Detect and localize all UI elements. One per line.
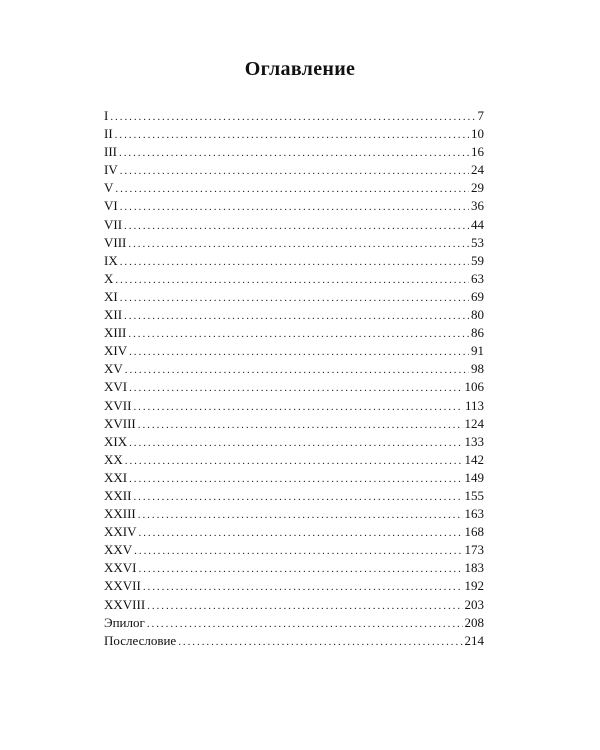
- toc-dot-leader: [133, 398, 463, 415]
- toc-entry: [104, 107, 484, 125]
- toc-entry: [104, 596, 484, 614]
- toc-entry: [104, 125, 484, 143]
- toc-entry-label: V: [104, 180, 114, 196]
- toc-entry: [104, 415, 484, 433]
- toc-entry-label: IV: [104, 162, 118, 178]
- toc-entry-label: Послесловие: [104, 632, 177, 648]
- toc-entry-page-number: 80: [471, 307, 484, 323]
- toc-entry-page-number: 192: [464, 578, 484, 594]
- toc-entry-label: III: [104, 144, 117, 160]
- toc-entry-label: XVI: [104, 379, 128, 395]
- toc-dot-leader: [178, 633, 462, 650]
- toc-dot-leader: [138, 416, 463, 433]
- toc-entry-page-number: 113: [464, 397, 484, 413]
- toc-dot-leader: [120, 198, 469, 215]
- toc-dot-leader: [119, 144, 469, 161]
- toc-entry-page-number: 7: [477, 108, 484, 123]
- toc-entry-label: VI: [104, 198, 118, 214]
- toc-entry-label: XII: [104, 307, 123, 323]
- toc-entry-label: XV: [104, 361, 123, 377]
- toc-dot-leader: [133, 488, 462, 505]
- toc-entry-page-number: 155: [464, 487, 484, 503]
- toc-dot-leader: [147, 615, 463, 632]
- page-title: Оглавление: [244, 58, 356, 80]
- toc-entry: [104, 179, 484, 197]
- toc-entry: [104, 451, 484, 469]
- toc-entry-label: XIV: [104, 343, 128, 359]
- toc-entry-page-number: 44: [471, 216, 484, 232]
- toc-dot-leader: [147, 597, 462, 614]
- toc-entry-label: XX: [104, 451, 123, 467]
- toc-entry: [104, 487, 484, 505]
- toc-dot-leader: [124, 307, 469, 324]
- toc-entry-label: XXVI: [104, 560, 137, 576]
- toc-entry-page-number: 142: [464, 451, 484, 467]
- toc-entry: [104, 632, 484, 650]
- toc-dot-leader: [120, 289, 469, 306]
- toc-entry-page-number: 59: [471, 252, 484, 268]
- toc-entry: [104, 397, 484, 415]
- toc-entry-page-number: 173: [464, 542, 484, 558]
- toc-entry: [104, 306, 484, 324]
- toc-entry-label: XXIV: [104, 524, 137, 540]
- toc-entry-page-number: 98: [471, 361, 484, 377]
- toc-entry-page-number: 91: [471, 343, 484, 359]
- toc-entry: [104, 541, 484, 559]
- toc-dot-leader: [110, 108, 475, 125]
- toc-dot-leader: [125, 452, 463, 469]
- toc-entry-label: IX: [104, 252, 118, 268]
- toc-entry: [104, 143, 484, 161]
- toc-entry: [104, 559, 484, 577]
- toc-entry: [104, 197, 484, 215]
- toc-entry-page-number: 106: [464, 379, 484, 395]
- toc-entry-page-number: 10: [471, 126, 484, 142]
- toc-entry-label: XXI: [104, 469, 128, 485]
- toc-entry-page-number: 63: [471, 270, 484, 286]
- toc-entry: [104, 216, 484, 234]
- toc-entry: [104, 614, 484, 632]
- toc-dot-leader: [120, 253, 469, 270]
- toc-entry-page-number: 203: [464, 596, 484, 612]
- toc-entry-page-number: 124: [464, 415, 484, 431]
- toc-entry-page-number: 214: [464, 632, 484, 648]
- toc-entry-page-number: 36: [471, 198, 484, 214]
- toc-entry-label: XI: [104, 288, 118, 304]
- toc-entry: [104, 360, 484, 378]
- toc-entry-page-number: 183: [464, 560, 484, 576]
- toc-entry: [104, 469, 484, 487]
- toc-dot-leader: [115, 180, 469, 197]
- toc-dot-leader: [138, 506, 463, 523]
- toc-entry: [104, 234, 484, 252]
- toc-dot-leader: [128, 235, 469, 252]
- toc-entry: [104, 161, 484, 179]
- toc-entry-page-number: 133: [464, 433, 484, 449]
- toc-entry-label: XIX: [104, 433, 128, 449]
- toc-entry: [104, 378, 484, 396]
- toc-entry-page-number: 24: [471, 162, 484, 178]
- toc-entry: [104, 324, 484, 342]
- toc-entry-label: XIII: [104, 325, 127, 341]
- toc-entry: [104, 288, 484, 306]
- toc-entry-label: Эпилог: [104, 614, 145, 630]
- toc-entry: [104, 505, 484, 523]
- toc-entry-label: XVIII: [104, 415, 136, 431]
- toc-entry-label: II: [104, 126, 113, 142]
- toc-dot-leader: [129, 434, 462, 451]
- toc-entry-label: XVII: [104, 397, 132, 413]
- table-of-contents: [104, 107, 484, 650]
- toc-dot-leader: [143, 578, 463, 595]
- toc-entry: [104, 270, 484, 288]
- toc-entry-label: XXVII: [104, 578, 141, 594]
- toc-entry-page-number: 208: [464, 614, 484, 630]
- toc-dot-leader: [139, 560, 463, 577]
- toc-entry-label: I: [104, 108, 109, 123]
- toc-entry-page-number: 69: [471, 288, 484, 304]
- toc-dot-leader: [129, 470, 462, 487]
- toc-entry-page-number: 149: [464, 469, 484, 485]
- toc-entry-page-number: 16: [471, 144, 484, 160]
- toc-entry: [104, 252, 484, 270]
- toc-entry-page-number: 29: [471, 180, 484, 196]
- toc-entry-label: XXII: [104, 487, 132, 503]
- toc-entry-label: X: [104, 270, 114, 286]
- toc-dot-leader: [125, 361, 469, 378]
- toc-entry-label: VIII: [104, 234, 127, 250]
- toc-dot-leader: [124, 217, 469, 234]
- toc-dot-leader: [115, 271, 469, 288]
- toc-dot-leader: [129, 379, 462, 396]
- toc-entry: [104, 523, 484, 541]
- toc-entry-label: XXV: [104, 542, 133, 558]
- toc-entry-label: XXVIII: [104, 596, 146, 612]
- toc-dot-leader: [128, 325, 469, 342]
- toc-entry-page-number: 168: [464, 524, 484, 540]
- toc-entry: [104, 577, 484, 595]
- toc-dot-leader: [129, 343, 469, 360]
- toc-dot-leader: [120, 162, 469, 179]
- toc-entry-page-number: 163: [464, 506, 484, 522]
- toc-entry: [104, 342, 484, 360]
- toc-entry-page-number: 86: [471, 325, 484, 341]
- toc-entry-label: VII: [104, 216, 123, 232]
- toc-entry-label: XXIII: [104, 506, 136, 522]
- toc-dot-leader: [139, 524, 463, 541]
- toc-dot-leader: [115, 126, 469, 143]
- toc-dot-leader: [134, 542, 462, 559]
- toc-entry: [104, 433, 484, 451]
- toc-entry-page-number: 53: [471, 234, 484, 250]
